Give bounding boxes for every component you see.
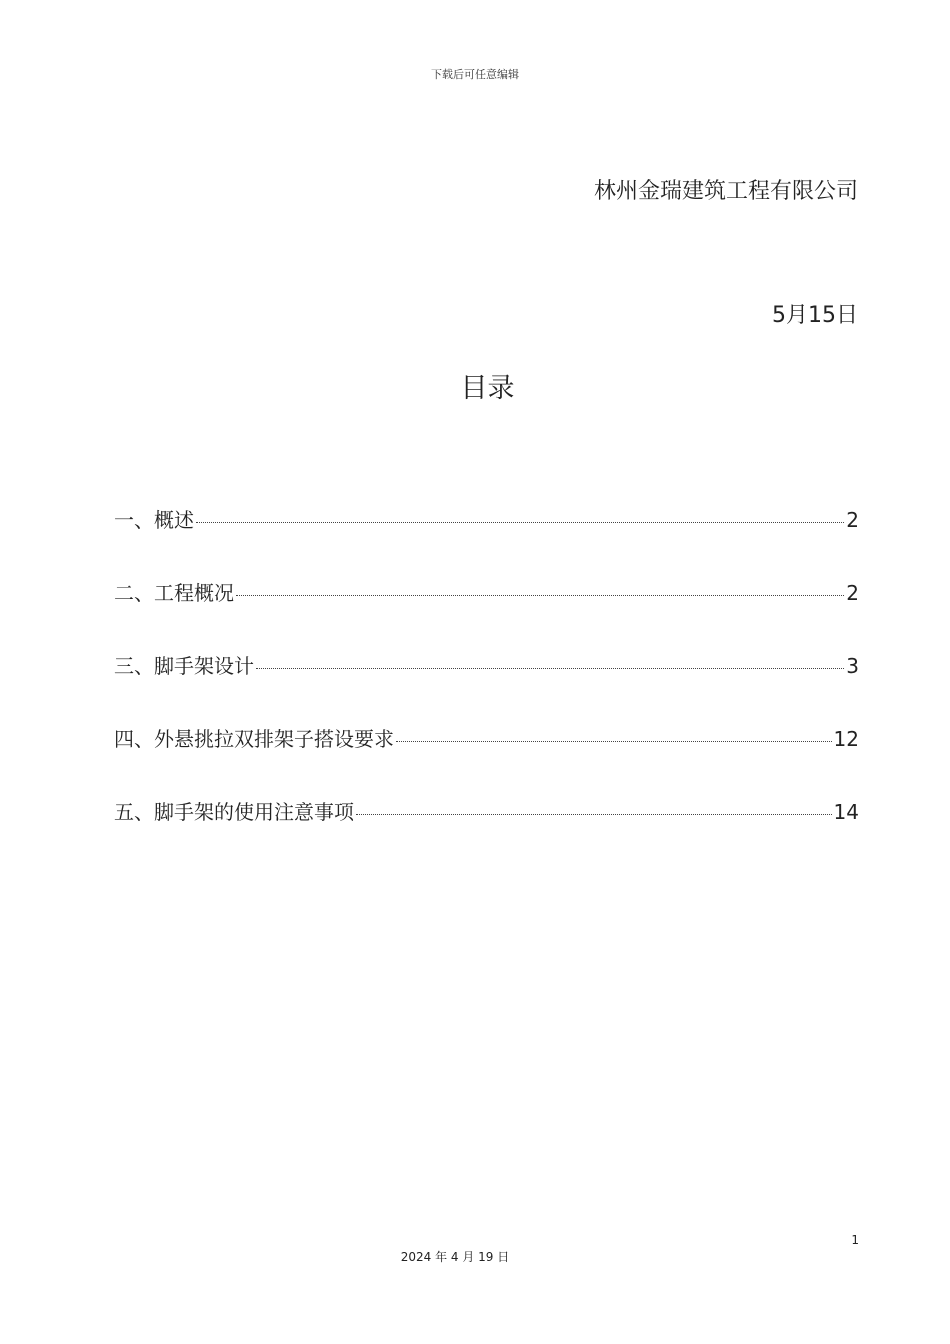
toc-entry[interactable] xyxy=(114,796,859,869)
toc-entry-label: 五、脚手架的使用注意事项 xyxy=(114,800,354,824)
toc-dot-leader xyxy=(196,522,844,523)
toc-entry-page: 12 xyxy=(833,727,859,751)
toc-entry[interactable] xyxy=(114,723,859,796)
company-name: 林州金瑞建筑工程有限公司 xyxy=(593,179,858,204)
toc-entry[interactable] xyxy=(114,650,859,723)
toc-title: 目录 xyxy=(460,373,515,404)
document-date: 5月15日 xyxy=(772,303,858,328)
toc-entry-label: 三、脚手架设计 xyxy=(114,654,254,678)
toc-entry-label: 一、概述 xyxy=(114,508,194,532)
toc-dot-leader xyxy=(356,814,832,815)
header-note: 下载后可任意编辑 xyxy=(431,68,519,81)
toc-entry[interactable] xyxy=(114,504,859,577)
toc-entry-page: 14 xyxy=(833,800,859,824)
footer-date: 2024 年 4 月 19 日 xyxy=(400,1250,510,1264)
toc-entry-label: 二、工程概况 xyxy=(114,581,234,605)
toc-entry-label: 四、外悬挑拉双排架子搭设要求 xyxy=(114,727,394,751)
toc-dot-leader xyxy=(396,741,832,742)
toc-entry-page: 2 xyxy=(846,508,859,532)
toc-entry[interactable] xyxy=(114,577,859,650)
toc-dot-leader xyxy=(236,595,844,596)
toc-entry-page: 2 xyxy=(846,581,859,605)
toc-entry-page: 3 xyxy=(846,654,859,678)
page-number: 1 xyxy=(851,1233,859,1247)
table-of-contents xyxy=(114,504,859,869)
toc-dot-leader xyxy=(256,668,844,669)
